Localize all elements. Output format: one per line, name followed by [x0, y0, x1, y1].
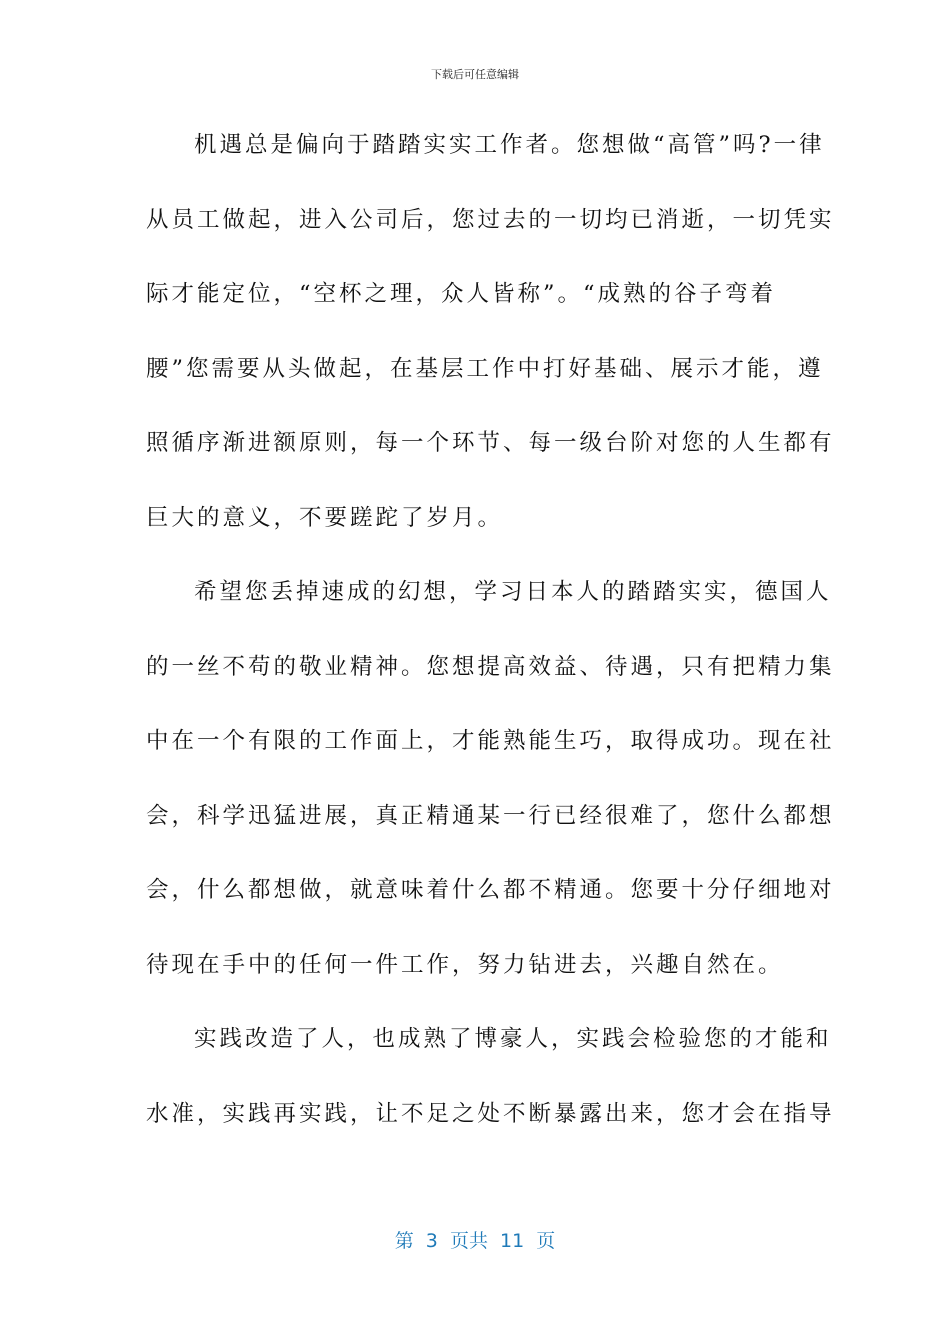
- text-line: 腰”您需要从头做起，在基层工作中打好基础、展示才能，遵: [146, 355, 824, 382]
- text-line: 从员工做起，进入公司后，您过去的一切均已消逝，一切凭实: [146, 206, 835, 233]
- document-body: [146, 122, 835, 1165]
- total-pages-number: 11: [500, 1230, 525, 1252]
- text-line: 希望您丢掉速成的幻想，学习日本人的踏踏实实，德国人: [194, 579, 832, 605]
- text-line: 会，科学迅猛进展，真正精通某一行已经很难了，您什么都想: [146, 802, 835, 829]
- text-line: 机遇总是偏向于踏踏实实工作者。您想做“高管”吗?一律: [194, 132, 825, 158]
- footer-middle: 页共: [449, 1230, 488, 1252]
- text-line: 的一丝不苟的敬业精神。您想提高效益、待遇，只有把精力集: [146, 653, 835, 680]
- page-footer: [0, 1226, 950, 1253]
- text-line: 际才能定位，“空杯之理，众人皆称”。“成熟的谷子弯着: [146, 281, 777, 307]
- text-line: 待现在手中的任何一件工作，努力钻进去，兴趣自然在。: [146, 951, 784, 978]
- text-line: 实践改造了人，也成熟了博豪人，实践会检验您的才能和: [194, 1026, 832, 1052]
- text-line: 会，什么都想做，就意味着什么都不精通。您要十分仔细地对: [146, 877, 835, 903]
- footer-suffix: 页: [536, 1230, 556, 1252]
- page-header: 下载后可任意编辑: [431, 68, 519, 81]
- text-line: 照循序渐进额原则，每一个环节、每一级台阶对您的人生都有: [146, 430, 835, 456]
- text-line: 巨大的意义，不要蹉跎了岁月。: [146, 504, 504, 531]
- footer-prefix: 第: [394, 1230, 414, 1252]
- current-page-number: 3: [425, 1230, 438, 1252]
- text-line: 水准，实践再实践，让不足之处不断暴露出来，您才会在指导: [146, 1100, 835, 1127]
- text-line: 中在一个有限的工作面上，才能熟能生巧，取得成功。现在社: [146, 728, 835, 754]
